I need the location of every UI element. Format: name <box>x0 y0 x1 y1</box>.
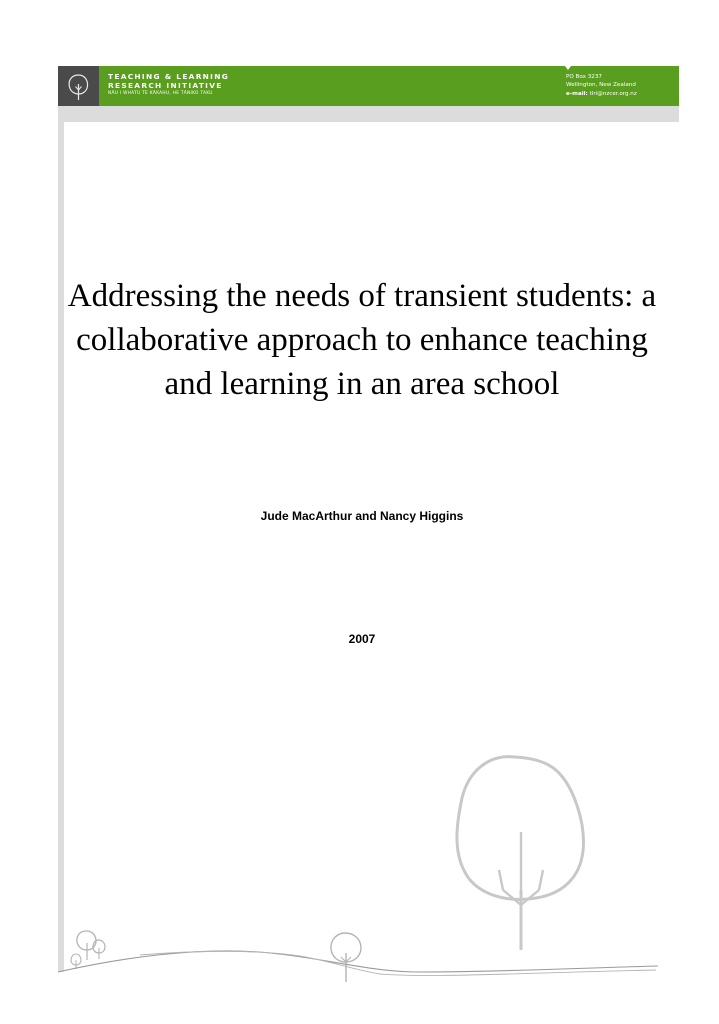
org-tagline: NĀU I WHATU TE KĀKAHU, HE TĀNIKO TAKU <box>108 91 213 96</box>
org-name-line-2: RESEARCH INITIATIVE <box>108 81 223 90</box>
tree-landscape-icon <box>0 740 719 990</box>
title-line-1: Addressing the needs of transient students: a <box>67 278 657 314</box>
title-line-2: collaborative approach to enhance teaching <box>76 322 648 358</box>
title-line-3: and learning in an area school <box>164 366 560 402</box>
pointer-marker <box>565 66 571 70</box>
contact-po-box: PO Box 3237 <box>566 74 602 80</box>
contact-email-label: e-mail: <box>566 90 588 97</box>
header-grey-strip <box>58 106 679 122</box>
contact-city: Wellington, New Zealand <box>566 82 636 89</box>
contact-email[interactable]: tlri@nzcer.org.nz <box>589 90 637 97</box>
document-year: 2007 <box>348 632 376 646</box>
document-authors: Jude MacArthur and Nancy Higgins <box>260 509 464 523</box>
organisation-name <box>108 72 229 97</box>
logo <box>58 66 99 106</box>
document-title <box>40 274 684 406</box>
contact-details <box>566 73 637 98</box>
contact-email-row <box>566 90 637 98</box>
tree-logo-icon <box>58 66 99 106</box>
org-name-line-1: TEACHING & LEARNING <box>108 72 230 81</box>
